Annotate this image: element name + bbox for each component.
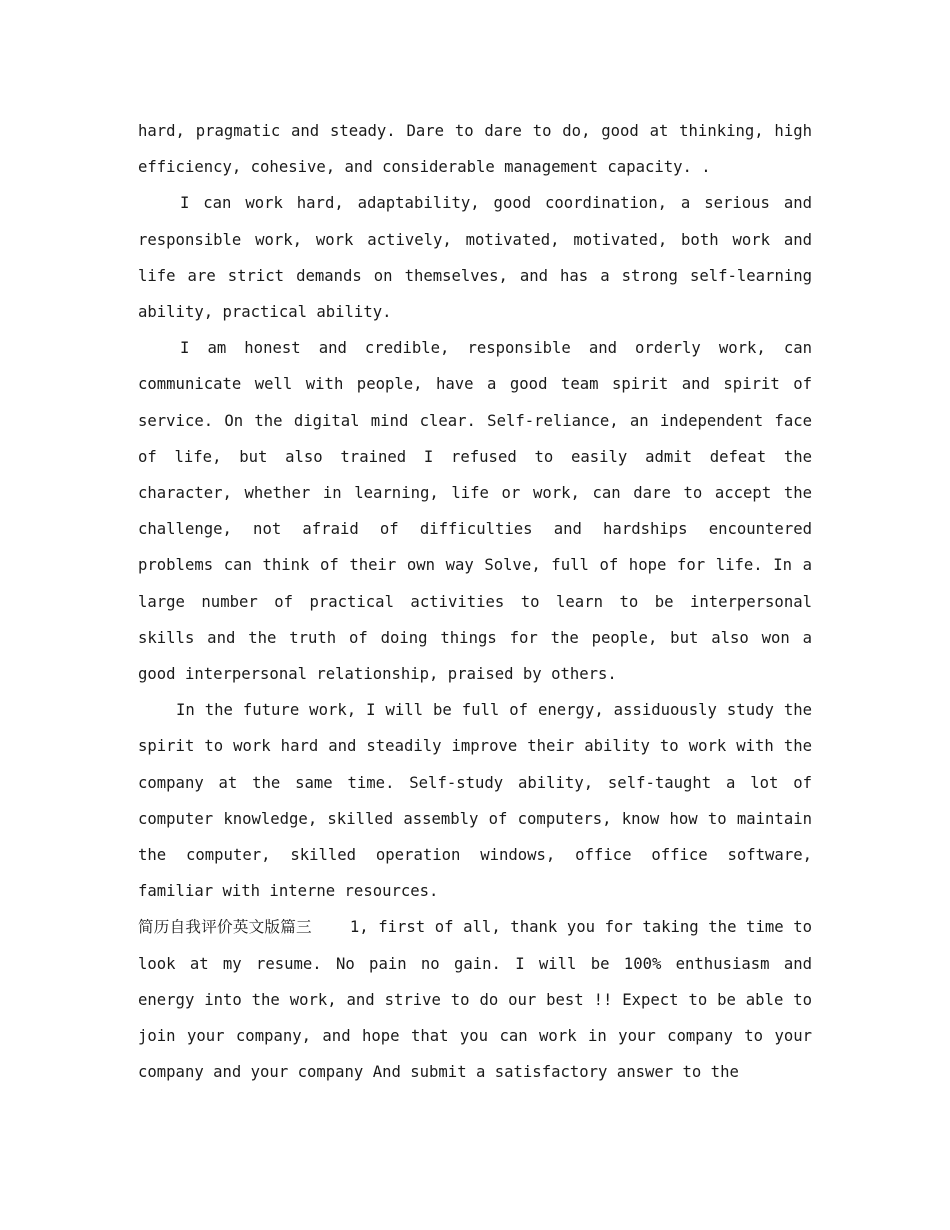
paragraph-1: hard, pragmatic and steady. Dare to dare to do, good at thinking, high efficiency, cohesive, and considerable management capacity. . (138, 122, 812, 177)
document-body (138, 113, 812, 1090)
paragraph-2: I can work hard, adaptability, good coordination, a serious and responsible work, work actively, motivated, motivated, both work and life are strict demands on themselves, and has a strong self-learning ability, practical ability. (138, 194, 812, 322)
section-heading: 简历自我评价英文版篇三 (138, 918, 312, 937)
paragraph-5 (138, 909, 812, 1090)
paragraph-3: I am honest and credible, responsible and orderly work, can communicate well with people, have a good team spirit and spirit of service. On the digital mind clear. Self-reliance, an independent face of life, but also trained I refused to easily admit defeat the character, whether in learning, life or work, can dare to accept the challenge, not afraid of difficulties and hardships encountered problems can think of their own way Solve, full of hope for life. In a large number of practical activities to learn to be interpersonal skills and the truth of doing things for the people, but also won a good interpersonal relationship, praised by others. (138, 339, 812, 684)
paragraph-4: In the future work, I will be full of energy, assiduously study the spirit to work hard and steadily improve their ability to work with the company at the same time. Self-study ability, self-taught a lot of computer knowledge, skilled assembly of computers, know how to maintain the computer, skilled operation windows, office office software, familiar with interne resources. (138, 701, 812, 901)
paragraph-5-text: 1, first of all, thank you for taking the time to look at my resume. No pain no gain. I will be 100% enthusiasm and energy into the work, and strive to do our best !! Expect to be able to join your company, and hope that you can work in your company to your company and your company And submit a satisfactory answer to the (138, 918, 812, 1082)
